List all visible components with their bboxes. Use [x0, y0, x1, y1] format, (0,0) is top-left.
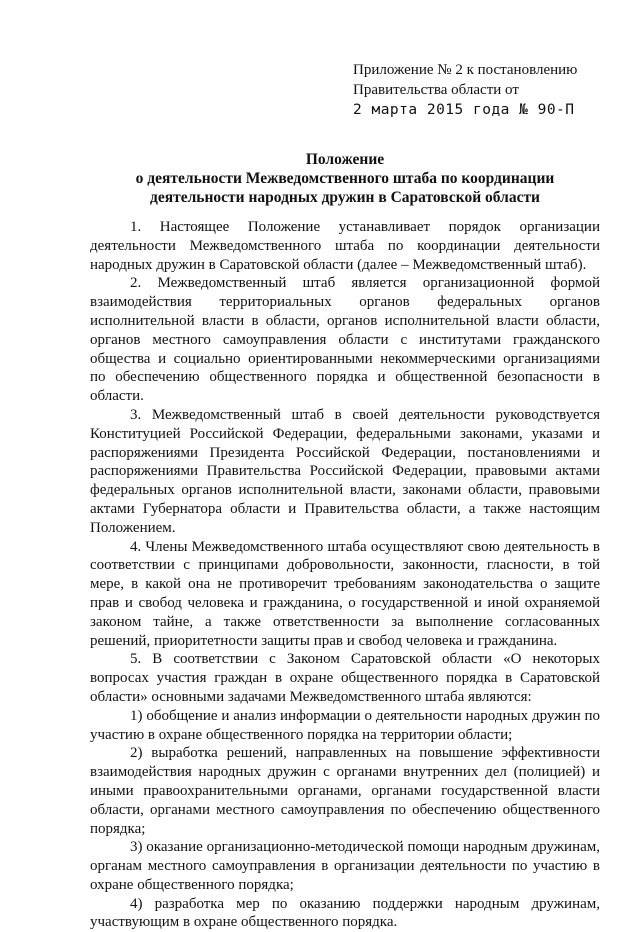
task-item-4: 4) разработка мер по оказанию поддержки народным дружинам, участвующим в охране общественного порядка.: [90, 895, 600, 931]
paragraph-5: 5. В соответствии с Законом Саратовской области «О некоторых вопросах участия граждан в охране общественного порядка в Саратовской области» основными задачами Межведомственного штаба являются:: [90, 651, 600, 705]
document-title-line-3: деятельности народных дружин в Саратовской области: [150, 189, 540, 206]
document-body: [90, 218, 600, 932]
paragraph-3: 3. Межведомственный штаб в своей деятельности руководствуется Конституцией Российской Федерации, федеральными законами, указами и распоряжениями Президента Российской Федерации, постановлениями и распоряжениями Правительства Российской Федерации, правовыми актами федеральных органов исполнительной власти, законами области, правовыми актами Губернатора области и Правительства области, а также настоящим Положением.: [90, 406, 600, 536]
paragraph-1: 1. Настоящее Положение устанавливает порядок организации деятельности Межведомственного штаба по координации деятельности народных дружин в Саратовской области (далее – Межведомственный штаб).: [90, 219, 600, 273]
appendix-header: [353, 60, 623, 120]
document-title-line-2: о деятельности Межведомственного штаба по координации: [135, 170, 555, 187]
task-item-3: 3) оказание организационно-методической помощи народным дружинам, органам местного самоуправления в организации деятельности по участию в охране общественного порядка;: [90, 839, 600, 893]
task-item-2: 2) выработка решений, направленных на повышение эффективности взаимодействия народных дружин с органами внутренних дел (полицией) и иными правоохранительными органами, органами государственной власти области, органами местного самоуправления по обеспечению общественного порядка;: [90, 745, 600, 837]
appendix-header-date-stamp: 2 марта 2015 года № 90-П: [353, 102, 575, 118]
appendix-header-line-2: Правительства области от: [353, 82, 519, 98]
paragraph-2: 2. Межведомственный штаб является организационной формой взаимодействия территориальных органов федеральных органов исполнительной власти в области, органов исполнительной власти области, органов местного самоуправления области с институтами гражданского общества и социально ориентированными некоммерческими организациями по обеспечению общественного порядка и общественной безопасности в области.: [90, 275, 600, 405]
appendix-header-line-1: Приложение № 2 к постановлению: [353, 62, 578, 78]
task-item-1: 1) обобщение и анализ информации о деятельности народных дружин по участию в охране общественного порядка на территории области;: [90, 707, 600, 743]
paragraph-4: 4. Члены Межведомственного штаба осуществляют свою деятельность в соответствии с принципами добровольности, законности, гласности, в той мере, в какой она не противоречит требованиям законодательства о защите прав и свобод человека и гражданина, о государственной и иной охраняемой законом тайне, а также ответственности за выполнение согласованных решений, приоритетности защиты прав и свобод человека и гражданина.: [90, 538, 600, 649]
document-title-line-1: Положение: [305, 151, 385, 168]
document-title: [90, 150, 600, 207]
